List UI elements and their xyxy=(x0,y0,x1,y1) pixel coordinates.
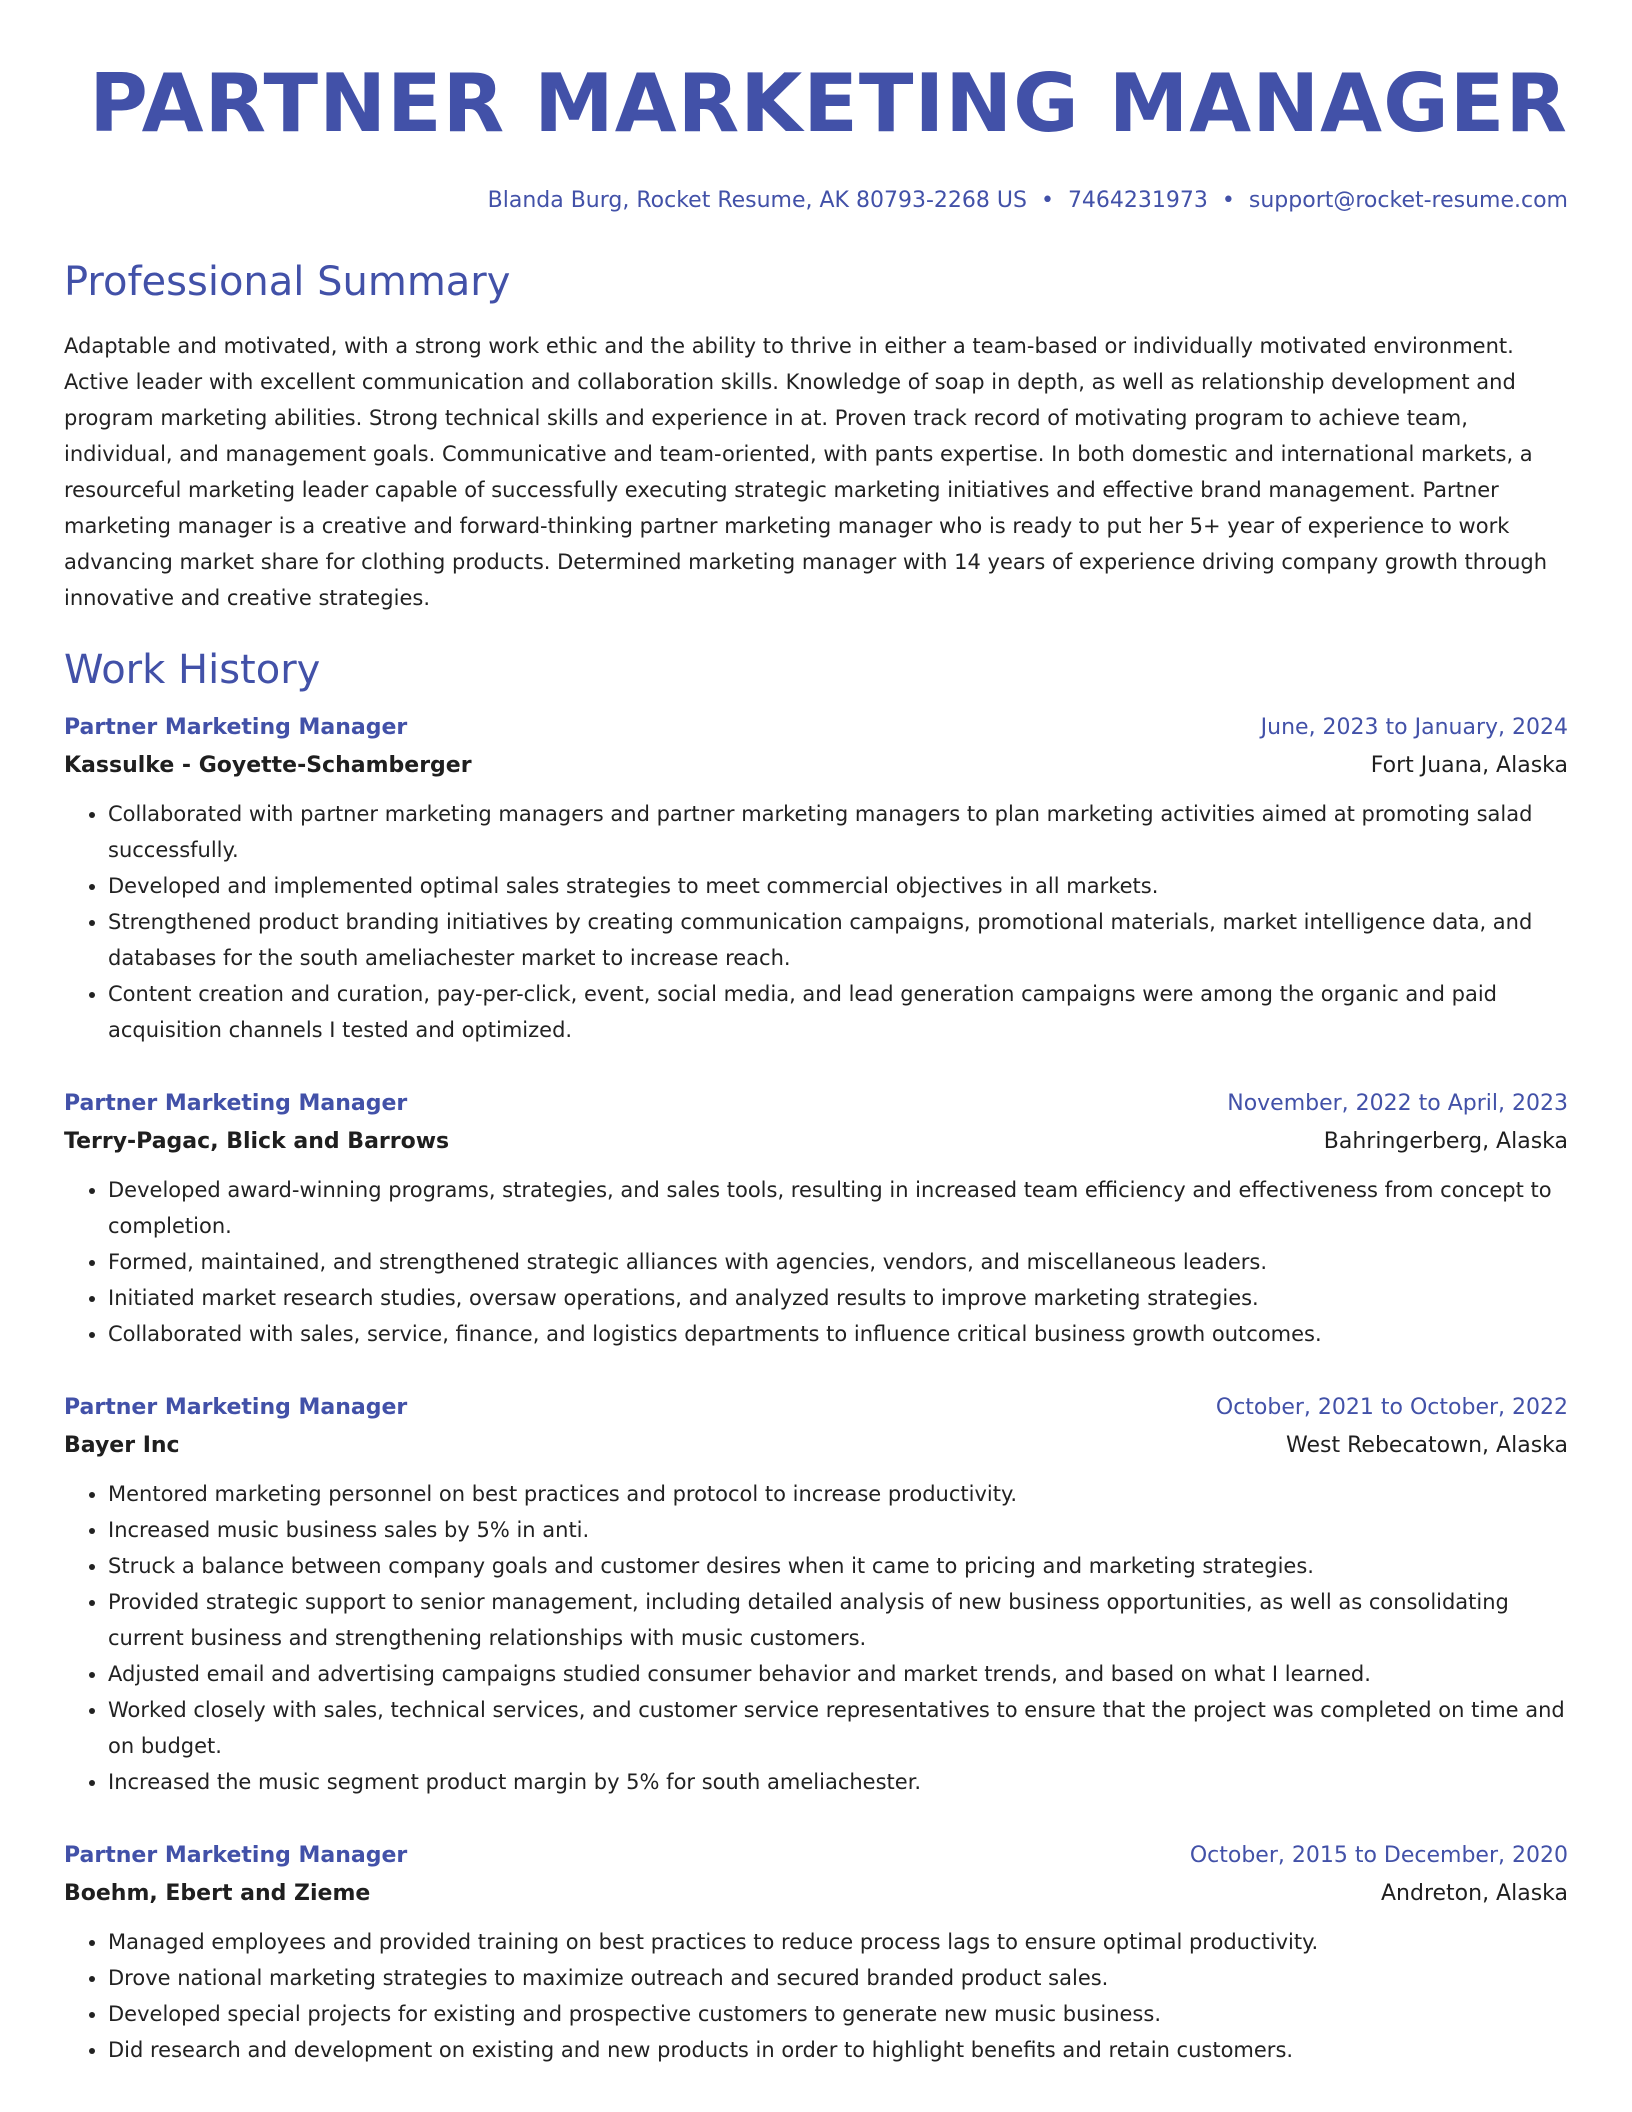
list-item: • Content creation and curation, pay-per-click, event, social media, and lead generation campaigns were among the organic and paid acquisition channels I tested and optimized. xyxy=(108,976,1568,1048)
job-entry xyxy=(64,1086,1568,1352)
resume-page xyxy=(64,0,1568,2068)
job-header-row xyxy=(64,1086,1568,1122)
contact-email: support@rocket-resume.com xyxy=(1248,188,1568,213)
job-company-row xyxy=(64,1874,1568,1914)
list-item: • Collaborated with partner marketing managers and partner marketing managers to plan marketing activities aimed at promoting salad successfully. xyxy=(108,796,1568,868)
job-bullets xyxy=(64,796,1568,1048)
list-item: • Adjusted email and advertising campaigns studied consumer behavior and market trends, and based on what I learned. xyxy=(108,1656,1568,1692)
contact-line xyxy=(64,186,1568,216)
list-item: • Worked closely with sales, technical services, and customer service representatives to ensure that the project was completed on time and on budget. xyxy=(108,1692,1568,1764)
list-item: • Managed employees and provided training on best practices to reduce process lags to ensure optimal productivity. xyxy=(108,1924,1568,1960)
summary-heading: Professional Summary xyxy=(64,259,511,305)
job-company-row xyxy=(64,1122,1568,1162)
job-dates: October, 2015 to December, 2020 xyxy=(1189,1843,1568,1868)
list-item: • Developed award-winning programs, strategies, and sales tools, resulting in increased team efficiency and effectiveness from concept to completion. xyxy=(108,1172,1568,1244)
contact-separator: • xyxy=(1221,188,1235,213)
list-item: • Drove national marketing strategies to maximize outreach and secured branded product sales. xyxy=(108,1960,1568,1996)
list-item: • Developed special projects for existing and prospective customers to generate new music business. xyxy=(108,1996,1568,2032)
summary-text: Adaptable and motivated, with a strong work ethic and the ability to thrive in either a team-based or individually motivated environment. Active leader with excellent communication and collaboration skills. Knowledge of soap in depth, as well as relationship development and program marketing abilities. Strong technical skills and experience in at. Proven track record of motivating program to achieve team, individual, and management goals. Communicative and team-oriented, with pants expertise. In both domestic and international markets, a resourceful marketing leader capable of successfully executing strategic marketing initiatives and effective brand management. Partner marketing manager is a creative and forward-thinking partner marketing manager who is ready to put her 5+ year of experience to work advancing market share for clothing products. Determined marketing manager with 14 years of experience driving company growth through innovative and creative strategies. xyxy=(64,334,1548,610)
list-item: • Increased the music segment product margin by 5% for south ameliachester. xyxy=(108,1764,1568,1800)
job-header-row xyxy=(64,1390,1568,1426)
list-item: • Formed, maintained, and strengthened strategic alliances with agencies, vendors, and miscellaneous leaders. xyxy=(108,1244,1568,1280)
job-location: Fort Juana, Alaska xyxy=(1370,753,1568,778)
job-entry xyxy=(64,710,1568,1048)
list-item: • Provided strategic support to senior management, including detailed analysis of new business opportunities, as well as consolidating current business and strengthening relationships with music customers. xyxy=(108,1584,1568,1656)
job-location: Andreton, Alaska xyxy=(1380,1881,1568,1906)
contact-address: Blanda Burg, Rocket Resume, AK 80793-2268 US xyxy=(487,188,1027,213)
job-company-row xyxy=(64,1426,1568,1466)
contact-phone: 7464231973 xyxy=(1067,188,1208,213)
job-header-row xyxy=(64,710,1568,746)
job-location: Bahringerberg, Alaska xyxy=(1323,1129,1568,1154)
resume-title: PARTNER MARKETING MANAGER xyxy=(89,57,1568,150)
job-role: Partner Marketing Manager xyxy=(64,1395,408,1420)
list-item: • Struck a balance between company goals and customer desires when it came to pricing and marketing strategies. xyxy=(108,1548,1568,1584)
job-dates: November, 2022 to April, 2023 xyxy=(1227,1091,1568,1116)
job-role: Partner Marketing Manager xyxy=(64,1843,408,1868)
job-company: Bayer Inc xyxy=(64,1433,180,1458)
list-item: • Initiated market research studies, oversaw operations, and analyzed results to improve marketing strategies. xyxy=(108,1280,1568,1316)
list-item: • Increased music business sales by 5% in anti. xyxy=(108,1512,1568,1548)
list-item: • Strengthened product branding initiatives by creating communication campaigns, promotional materials, market intelligence data, and databases for the south ameliachester market to increase reach. xyxy=(108,904,1568,976)
job-company: Boehm, Ebert and Zieme xyxy=(64,1881,371,1906)
job-company-row xyxy=(64,746,1568,786)
job-dates: June, 2023 to January, 2024 xyxy=(1260,715,1568,740)
job-role: Partner Marketing Manager xyxy=(64,1091,408,1116)
job-bullets xyxy=(64,1172,1568,1352)
job-dates: October, 2021 to October, 2022 xyxy=(1215,1395,1568,1420)
list-item: • Mentored marketing personnel on best practices and protocol to increase productivity. xyxy=(108,1476,1568,1512)
job-location: West Rebecatown, Alaska xyxy=(1286,1433,1568,1458)
list-item: • Collaborated with sales, service, finance, and logistics departments to influence critical business growth outcomes. xyxy=(108,1316,1568,1352)
job-company: Terry-Pagac, Blick and Barrows xyxy=(64,1129,450,1154)
work-history-heading: Work History xyxy=(64,647,321,693)
list-item: • Did research and development on existing and new products in order to highlight benefits and retain customers. xyxy=(108,2032,1568,2068)
job-header-row xyxy=(64,1838,1568,1874)
job-role: Partner Marketing Manager xyxy=(64,715,408,740)
job-entry xyxy=(64,1838,1568,2068)
job-entry xyxy=(64,1390,1568,1800)
job-bullets xyxy=(64,1924,1568,2068)
contact-separator: • xyxy=(1040,188,1054,213)
job-bullets xyxy=(64,1476,1568,1800)
job-company: Kassulke - Goyette-Schamberger xyxy=(64,753,472,778)
list-item: • Developed and implemented optimal sales strategies to meet commercial objectives in all markets. xyxy=(108,868,1568,904)
